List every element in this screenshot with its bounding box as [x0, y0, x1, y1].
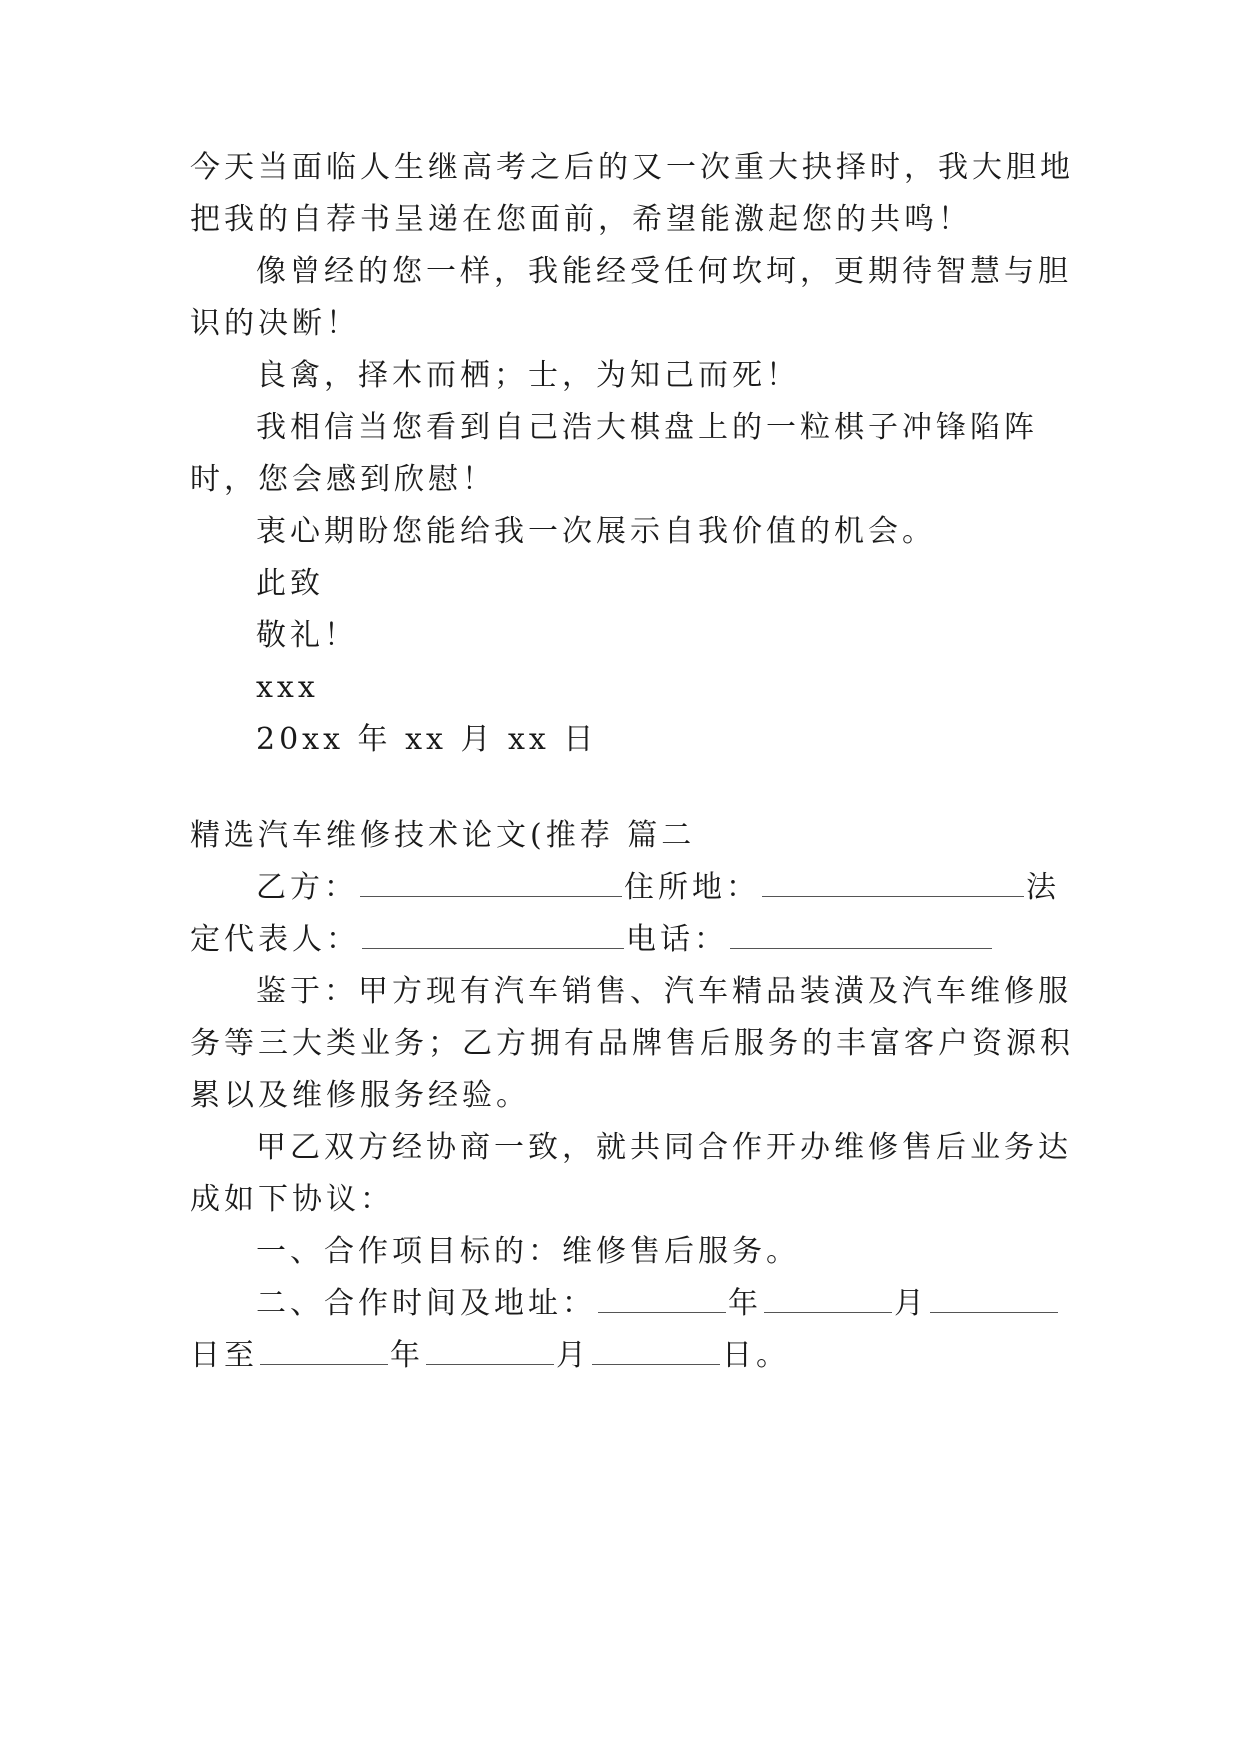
legal-rep-blank — [362, 922, 624, 949]
address-blank — [762, 870, 1024, 897]
agreement-item-2 — [256, 1284, 1060, 1324]
party-b-line — [256, 868, 1058, 908]
end-month-blank — [426, 1338, 554, 1365]
paragraph-line: 衷心期盼您能给我一次展示自我价值的机会。 — [256, 514, 936, 549]
paragraph-line: 识的决断！ — [190, 306, 360, 341]
section-heading: 精选汽车维修技术论文(推荐 篇二 — [190, 818, 696, 853]
end-day-blank — [592, 1338, 720, 1365]
paragraph-line: 时，您会感到欣慰！ — [190, 462, 496, 497]
legal-rep-label-start: 法 — [1026, 870, 1060, 905]
phone-blank — [730, 922, 992, 949]
paragraph-line: 累以及维修服务经验。 — [190, 1078, 530, 1113]
paragraph-line: 像曾经的您一样，我能经受任何坎坷，更期待智慧与胆 — [256, 254, 1072, 289]
phone-label: 电话： — [626, 922, 728, 957]
paragraph-line: 我相信当您看到自己浩大棋盘上的一粒棋子冲锋陷阵 — [256, 410, 1038, 445]
end-day-label: 日。 — [722, 1338, 790, 1373]
paragraph-line: 把我的自荐书呈递在您面前，希望能激起您的共鸣！ — [190, 202, 972, 237]
paragraph-line: 成如下协议： — [190, 1182, 394, 1217]
legal-rep-label: 定代表人： — [190, 922, 360, 957]
letter-date: 20xx 年 xx 月 xx 日 — [256, 722, 598, 757]
party-b-blank — [360, 870, 622, 897]
month-label: 月 — [894, 1286, 928, 1321]
month-blank — [764, 1286, 892, 1313]
end-year-label: 年 — [390, 1338, 424, 1373]
agreement-item-1: 一、合作项目标的：维修售后服务。 — [256, 1234, 800, 1269]
closing-regards: 敬礼！ — [256, 618, 358, 653]
agreement-item-2-cont — [190, 1336, 790, 1376]
day-blank — [930, 1286, 1058, 1313]
year-blank — [598, 1286, 726, 1313]
item-2-label: 二、合作时间及地址： — [256, 1286, 596, 1321]
signature: xxx — [256, 670, 319, 705]
party-b-label: 乙方： — [256, 870, 358, 905]
end-month-label: 月 — [556, 1338, 590, 1373]
day-from-label: 日至 — [190, 1338, 258, 1373]
year-label: 年 — [728, 1286, 762, 1321]
paragraph-line: 良禽，择木而栖；士，为知己而死！ — [256, 358, 800, 393]
legal-rep-line — [190, 920, 994, 960]
end-year-blank — [260, 1338, 388, 1365]
closing-salutation: 此致 — [256, 566, 324, 601]
paragraph-line: 今天当面临人生继高考之后的又一次重大抉择时，我大胆地 — [190, 150, 1074, 185]
address-label: 住所地： — [624, 870, 760, 905]
paragraph-line: 鉴于：甲方现有汽车销售、汽车精品装潢及汽车维修服 — [256, 974, 1072, 1009]
paragraph-line: 务等三大类业务；乙方拥有品牌售后服务的丰富客户资源积 — [190, 1026, 1074, 1061]
paragraph-line: 甲乙双方经协商一致，就共同合作开办维修售后业务达 — [256, 1130, 1072, 1165]
